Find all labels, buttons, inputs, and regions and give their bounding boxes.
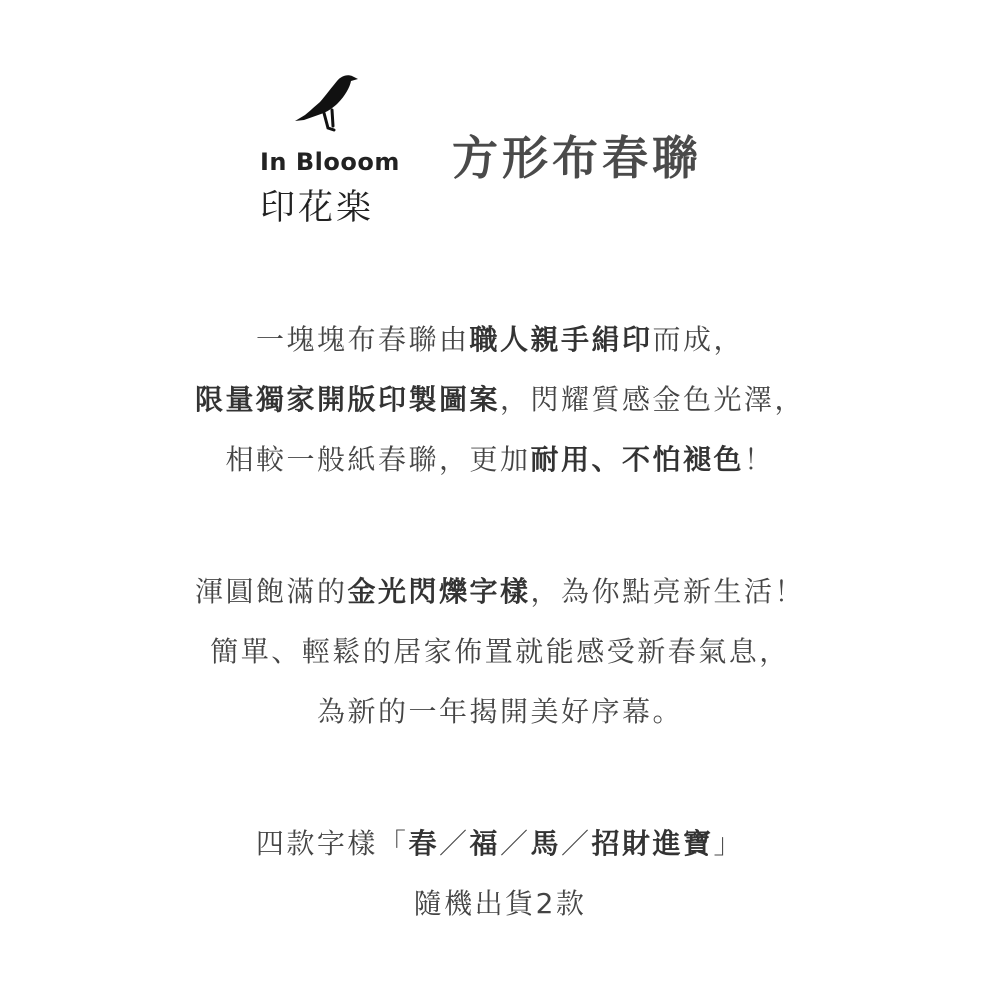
highlight-text: 春 <box>408 827 439 860</box>
highlight-text: 馬 <box>530 827 562 860</box>
description-line <box>0 370 1000 430</box>
brand-name-zh: 印花楽 <box>260 188 375 228</box>
description-line <box>0 562 1000 622</box>
product-description <box>0 310 1000 934</box>
body-text-segment: 簡單、輕鬆的居家佈置就能感受新春氣息， <box>210 635 790 668</box>
body-text-segment: ！ <box>744 443 775 476</box>
body-text-segment: 為新的一年揭開美好序幕。 <box>316 695 683 728</box>
description-line <box>0 430 1000 490</box>
body-text-segment: 」 <box>713 827 745 860</box>
description-line <box>0 874 1000 934</box>
body-text-segment: ／ <box>499 827 531 860</box>
body-text-segment: 相較一般紙春聯，更加 <box>225 443 531 476</box>
highlight-text: 福 <box>469 827 500 860</box>
highlight-text: 招財進寶 <box>591 827 714 860</box>
description-line <box>0 682 1000 742</box>
description-line <box>0 814 1000 874</box>
body-text-segment: 隨機出貨2款 <box>413 887 587 920</box>
highlight-text: 職人親手絹印 <box>469 323 653 356</box>
body-text-segment: ，閃耀質感金色光澤， <box>500 383 806 416</box>
paragraph-gap <box>0 490 1000 562</box>
description-line <box>0 622 1000 682</box>
body-text-segment: 渾圓飽滿的 <box>194 575 348 608</box>
body-text-segment: 四款字樣「 <box>255 827 409 860</box>
paragraph-gap <box>0 742 1000 814</box>
body-text-segment: 一塊塊布春聯由 <box>255 323 470 356</box>
body-text-segment: ／ <box>438 827 470 860</box>
brand-logo <box>258 68 398 228</box>
description-line <box>0 310 1000 370</box>
body-text-segment: 而成， <box>652 323 745 356</box>
highlight-text: 限量獨家開版印製圖案 <box>194 383 500 416</box>
crow-icon <box>292 70 362 140</box>
brand-name-en: In Blooom <box>260 148 400 176</box>
page-title: 方形布春聯 <box>452 131 702 185</box>
highlight-text: 金光閃爍字樣 <box>347 575 531 608</box>
body-text-segment: ／ <box>561 827 592 860</box>
highlight-text: 耐用、不怕褪色 <box>530 443 744 476</box>
body-text-segment: ，為你點亮新生活！ <box>530 575 806 608</box>
